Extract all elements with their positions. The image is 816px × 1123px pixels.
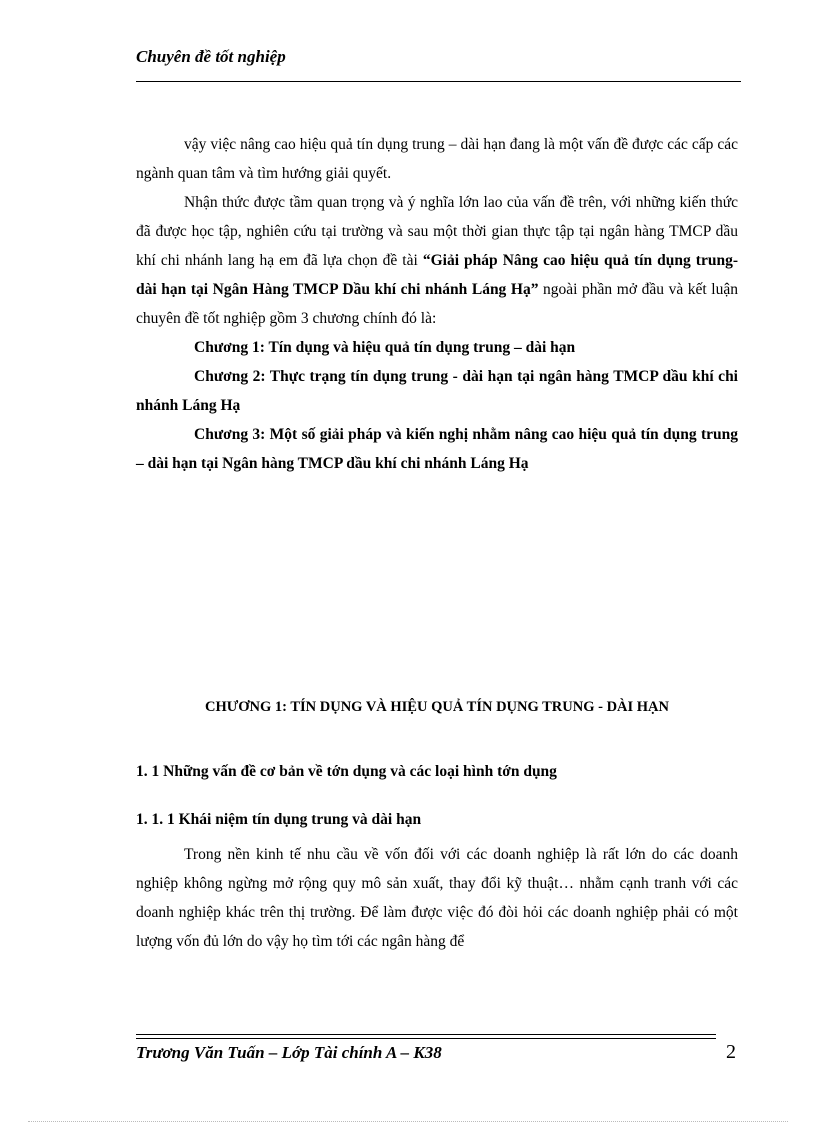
chapter-body <box>136 840 738 956</box>
page-header-title: Chuyên đề tốt nghiệp <box>136 47 286 66</box>
chapter-heading: CHƯƠNG 1: TÍN DỤNG VÀ HIỆU QUẢ TÍN DỤNG TRUNG - DÀI HẠN <box>204 699 670 715</box>
footer-author: Trương Văn Tuấn – Lớp Tài chính A – K38 <box>136 1043 442 1062</box>
intro-paragraph-2 <box>136 188 738 333</box>
intro-paragraph-2-start: Nhận thức được tầm quan trọng và ý nghĩa lớn lao của vấn đề trên, với những kiến thức đã được học tập, nghiên cứu tại trường và sau một thời gian thực tập tại ngân hàng TMCP dầu khí chi nhánh lang hạ em đã lựa chọn đề tài <box>136 194 738 269</box>
page-edge-divider <box>28 1121 788 1122</box>
intro-paragraph-2-end: ngoài phần mở đầu và kết luận chuyên đề tốt nghiệp gồm 3 chương chính đó là: <box>136 281 738 327</box>
intro-section <box>136 130 738 478</box>
section-heading-1-1: 1. 1 Những vấn đề cơ bản về tớn dụng và các loại hình tớn dụng <box>136 763 557 780</box>
footer-divider-bottom <box>136 1038 716 1039</box>
chapter-paragraph: Trong nền kinh tế nhu cầu về vốn đối với các doanh nghiệp là rất lớn do các doanh nghiệp không ngừng mở rộng quy mô sản xuất, thay đổi kỹ thuật… nhằm cạnh tranh với các doanh nghiệp khác trên thị trường. Để làm được việc đó đòi hỏi các doanh nghiệp phải có một lượng vốn đủ lớn do vậy họ tìm tới các ngân hàng để <box>136 846 738 950</box>
chapter-list-item-2: Chương 2: Thực trạng tín dụng trung - dài hạn tại ngân hàng TMCP dầu khí chi nhánh Láng Hạ <box>136 368 738 414</box>
header-divider <box>136 81 741 82</box>
thesis-topic: “Giải pháp Nâng cao hiệu quả tín dụng trung- dài hạn tại Ngân Hàng TMCP Dầu khí chi nhánh Láng Hạ” <box>136 252 738 298</box>
chapter-list-item-3: Chương 3: Một số giải pháp và kiến nghị nhằm nâng cao hiệu quả tín dụng trung – dài hạn tại Ngân hàng TMCP dầu khí chi nhánh Láng Hạ <box>136 426 738 472</box>
intro-paragraph-1: vậy việc nâng cao hiệu quả tín dụng trung – dài hạn đang là một vấn đề được các cấp các ngành quan tâm và tìm hướng giải quyết. <box>136 136 738 182</box>
page-number: 2 <box>726 1041 736 1063</box>
section-heading-1-1-1: 1. 1. 1 Khái niệm tín dụng trung và dài hạn <box>136 811 422 828</box>
footer-divider-top <box>136 1034 716 1035</box>
chapter-list-item-1: Chương 1: Tín dụng và hiệu quả tín dụng trung – dài hạn <box>194 339 576 356</box>
